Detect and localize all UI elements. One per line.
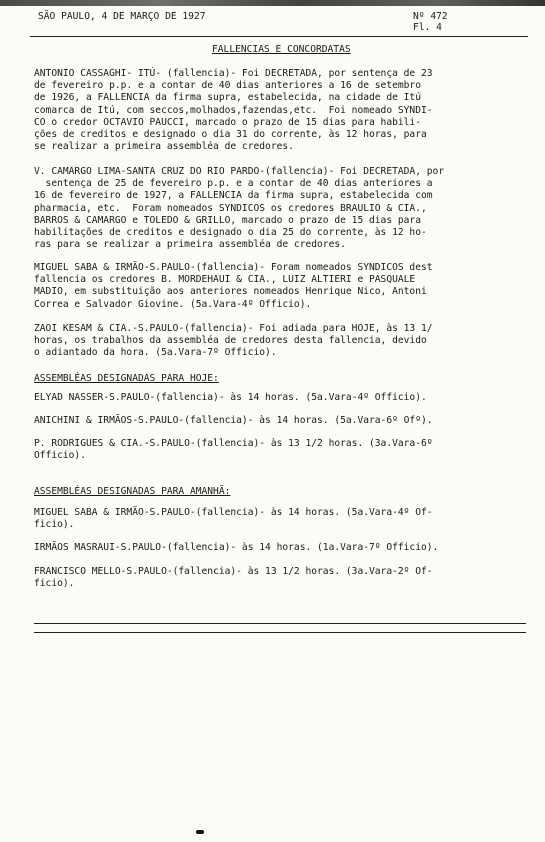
entry-kesam	[34, 323, 524, 360]
entry-camargo-lima	[34, 166, 524, 251]
entry-line: pharmacia, etc. Foram nomeados SYNDICOS os credores BRAULIO & CIA.,	[34, 202, 427, 214]
dateline: SÃO PAULO, 4 DE MARÇO DE 1927	[38, 11, 206, 22]
entry-line: ras para se realizar a primeira assembléa de credores.	[34, 239, 346, 251]
closing-rule-1	[34, 623, 526, 624]
tomorrow-item-cont: ficio).	[34, 578, 75, 589]
closing-rule-2	[34, 632, 526, 633]
entry-line: MADIO, em substituição aos anteriores nomeados Henrique Nico, Antoni	[34, 286, 427, 298]
entry-line: CO o credor OCTAVIO PAUCCI, marcado o prazo de 15 dias para habili-	[34, 116, 421, 128]
entry-line: habilitações de creditos e designado o dia 25 do corrente, às 12 ho-	[34, 227, 427, 239]
tomorrow-heading: ASSEMBLÉAS DESIGNADAS PARA AMANHÃ:	[34, 486, 231, 497]
entry-line: 16 de fevereiro de 1927, a FALLENCIA da firma supra, estabelecida com	[34, 190, 433, 202]
scan-mark	[196, 830, 204, 834]
entry-line: Correa e Salvador Giovine. (5a.Vara-4º Officio).	[34, 298, 312, 310]
entry-line: comarca de Itú, com seccos,molhados,fazendas,etc. Foi nomeado SYNDI-	[34, 104, 433, 116]
today-heading: ASSEMBLÉAS DESIGNADAS PARA HOJE:	[34, 373, 219, 384]
page-number: Nº 472	[413, 11, 448, 22]
entry-line: ANTONIO CASSAGHI- ITÚ- (fallencia)- Foi DECRETADA, por sentença de 23	[34, 68, 433, 79]
entry-line: ções de creditos e designado o dia 31 do corrente, às 12 horas, para	[34, 129, 427, 141]
section-title: FALLENCIAS E CONCORDATAS	[212, 44, 351, 55]
today-item-cont: Officio).	[34, 450, 86, 461]
entry-line: MIGUEL SABA & IRMÃO-S.PAULO-(fallencia)- Foram nomeados SYNDICOS dest	[34, 262, 433, 273]
entry-cassaghi	[34, 68, 524, 153]
entry-line: BARROS & CAMARGO e TOLEDO & GRILLO, marcado o prazo de 15 dias para	[34, 214, 421, 226]
entry-line: V. CAMARGO LIMA-SANTA CRUZ DO RIO PARDO-(fallencia)- Foi DECRETADA, por	[34, 166, 445, 177]
entry-saba	[34, 262, 524, 311]
scan-top-edge	[0, 0, 545, 6]
entry-line: de fevereiro p.p. e a contar de 40 dias anteriores a 16 de setembro	[34, 80, 421, 92]
tomorrow-item: IRMÃOS MASRAUI-S.PAULO-(fallencia)- às 14 horas. (1a.Vara-7º Officio).	[34, 542, 439, 553]
entry-line: de 1926, a FALLENCIA da firma supra, estabelecida, na cidade de Itú	[34, 92, 421, 104]
today-item: ANICHINI & IRMÃOS-S.PAULO-(fallencia)- às 14 horas. (5a.Vara-6º Ofº).	[34, 415, 433, 426]
today-item: ELYAD NASSER-S.PAULO-(fallencia)- às 14 horas. (5a.Vara-4º Officio).	[34, 392, 427, 403]
entry-line: horas, os trabalhos da assembléa de credores desta fallencia, devido	[34, 335, 427, 347]
entry-line: ZAOI KESAM & CIA.-S.PAULO-(fallencia)- Foi adiada para HOJE, às 13 1/	[34, 323, 433, 334]
entry-line: fallencia os credores B. MORDEHAUI & CIA., LUIZ ALTIERI e PASQUALE	[34, 274, 416, 286]
today-item: P. RODRIGUES & CIA.-S.PAULO-(fallencia)- às 13 1/2 horas. (3a.Vara-6º	[34, 438, 433, 449]
tomorrow-item: FRANCISCO MELLO-S.PAULO-(fallencia)- às 13 1/2 horas. (3a.Vara-2º Of-	[34, 566, 433, 577]
entry-line: sentença de 25 de fevereiro p.p. e a contar de 40 dias anteriores a	[34, 178, 433, 190]
tomorrow-item: MIGUEL SABA & IRMÃO-S.PAULO-(fallencia)- às 14 horas. (5a.Vara-4º Of-	[34, 507, 433, 518]
tomorrow-item-cont: ficio).	[34, 519, 75, 530]
entry-line: se realizar a primeira assembléa de credores.	[34, 141, 294, 153]
folio: Fl. 4	[413, 22, 442, 33]
entry-line: o adiantado da hora. (5a.Vara-7º Officio).	[34, 347, 277, 359]
header-rule	[30, 36, 528, 37]
